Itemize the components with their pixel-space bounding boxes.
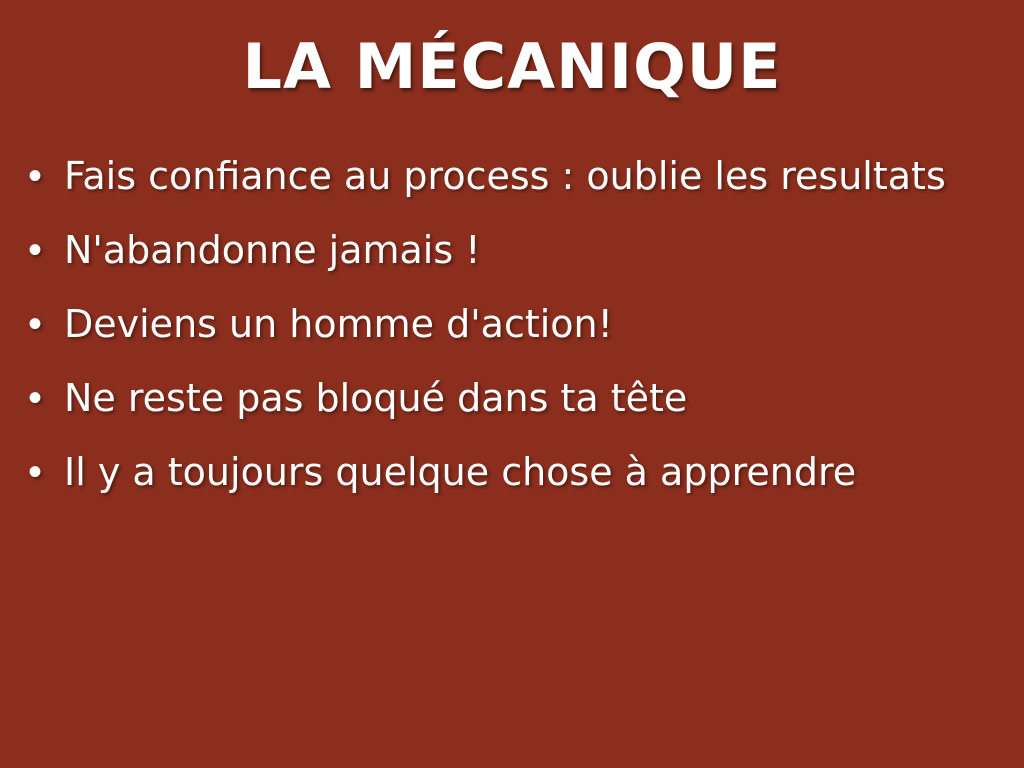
list-item — [18, 150, 998, 202]
list-item — [18, 446, 998, 498]
page-title: LA MÉCANIQUE — [242, 30, 782, 103]
bullet-dot-icon: • — [28, 302, 43, 346]
bullet-dot-icon: • — [28, 450, 43, 494]
list-item-label: Il y a toujours quelque chose à apprendre — [64, 450, 857, 494]
bullet-list — [18, 150, 998, 520]
list-item-label: Deviens un homme d'action! — [64, 302, 613, 346]
bullet-dot-icon: • — [28, 228, 43, 272]
list-item — [18, 224, 998, 276]
list-item-label: Ne reste pas bloqué dans ta tête — [64, 376, 688, 420]
bullet-dot-icon: • — [28, 376, 43, 420]
list-item-label: Fais confiance au process : oublie les resultats — [64, 154, 946, 198]
list-item-label: N'abandonne jamais ! — [64, 228, 481, 272]
list-item — [18, 372, 998, 424]
list-item — [18, 298, 998, 350]
bullet-dot-icon: • — [28, 154, 43, 198]
